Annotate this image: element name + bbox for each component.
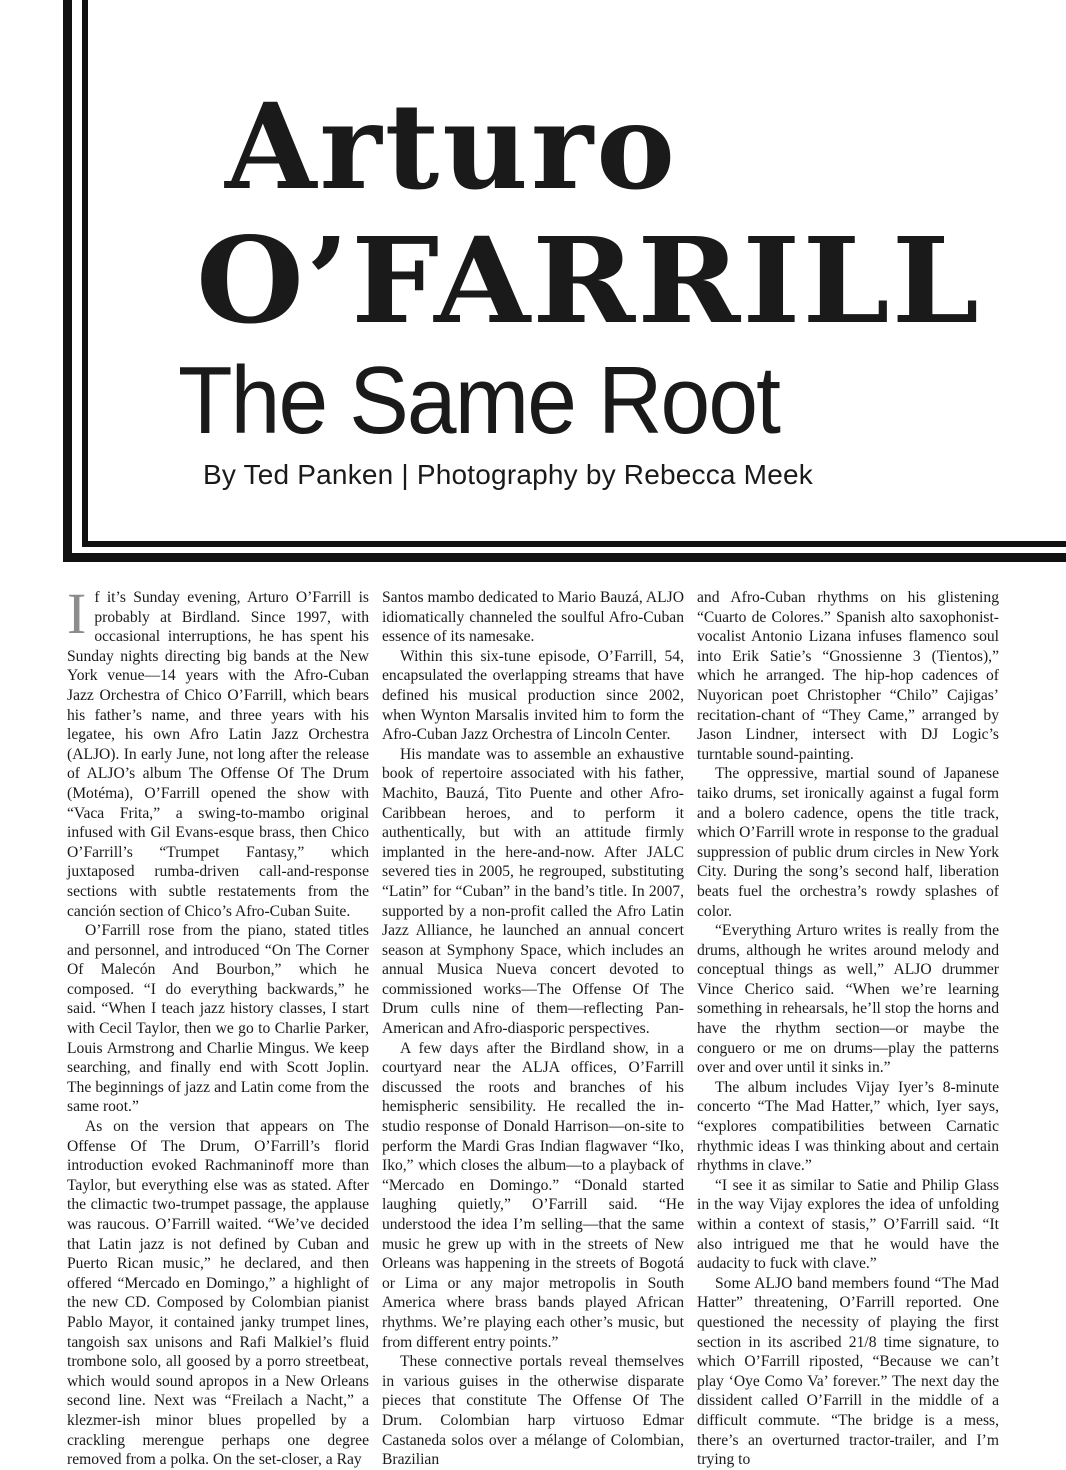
article-paragraph: As on the version that appears on The Offense Of The Drum, O’Farrill’s florid introduction evoked Rachmaninoff more than Taylor, but everything else was as stated. After the climactic two-trumpet passage, the applause was raucous. O’Farrill waited. “We’ve decided that Latin jazz is not defined by Cuban and Puerto Rican music,” he declared, and then offered “Mercado en Domingo,” a highlight of the new CD. Composed by Colombian pianist Pablo Mayor, it contained janky trumpet lines, tangoish sax unisons and Rafi Malkiel’s fluid trombone solo, all goosed by a porro streetbeat, which would sound apropos in a New Orleans second line. Next was “Freilach a Nacht,” a klezmer-ish minor blues propelled by a crackling merengue perhaps one degree removed from a polka. On the set-closer, a Ray	[67, 1118, 369, 1469]
title-last-name: O’FARRILL	[196, 211, 981, 350]
title-first-name: Arturo	[225, 77, 678, 216]
frame-rule-left-inner	[82, 0, 88, 547]
article-paragraph: and Afro-Cuban rhythms on his glistening “Cuarto de Colores.” Spanish alto saxophonist-vocalist Antonio Lizana infuses flamenco soul into Erik Satie’s “Gnossienne 3 (Tientos),” which he arranged. The hip-hop cadences of Nuyorican poet Christopher “Chilo” Cajigas’ recitation-chant of “They Came,” arranged by Jason Lindner, intersect with DJ Logic’s turntable sound-painting.	[697, 589, 999, 763]
article-paragraph: Within this six-tune episode, O’Farrill, 54, encapsulated the overlapping streams that have defined his musical production since 2002, when Wynton Marsalis invited him to form the Afro-Cuban Jazz Orchestra of Lincoln Center.	[382, 647, 684, 744]
article-paragraph: If it’s Sunday evening, Arturo O’Farrill is probably at Birdland. Since 1997, with occasional interruptions, he has spent his Sunday nights directing big bands at the New York venue—14 years with the Afro-Cuban Jazz Orchestra of Chico O’Farrill, which bears his father’s name, and three years with his legatee, his own Afro Latin Jazz Orchestra (ALJO). In early June, not long after the release of ALJO’s album The Offense Of The Drum (Motéma), O’Farrill opened the show with “Vaca Frita,” a swing-to-mambo original infused with Gil Evans-esque brass, then Chico O’Farrill’s “Trumpet Fantasy,” which juxtaposed rumba-driven call-and-response sections with subtle restatements from the canción section of Chico’s Afro-Cuban Suite.	[67, 581, 369, 920]
frame-rule-bottom-outer	[63, 553, 1066, 562]
byline: By Ted Panken | Photography by Rebecca Meek	[203, 459, 813, 490]
article-column-3	[697, 588, 999, 1469]
article-paragraph: Santos mambo dedicated to Mario Bauzá, ALJO idiomatically channeled the soulful Afro-Cuban essence of its namesake.	[382, 589, 684, 646]
article-paragraph: The oppressive, martial sound of Japanese taiko drums, set ironically against a fugal form and a bolero cadence, opens the title track, which O’Farrill wrote in response to the gradual suppression of public drum circles in New York City. During the song’s second half, liberation beats fuel the orchestra’s rowdy splashes of color.	[697, 765, 999, 920]
article-paragraph: The album includes Vijay Iyer’s 8-minute concerto “The Mad Hatter,” which, Iyer says, “explores compatibilities between Carnatic rhythmic ideas I was thinking about and certain rhythms in clave.”	[697, 1078, 999, 1175]
article-paragraph: “I see it as similar to Satie and Philip Glass in the way Vijay explores the idea of unfolding within a context of stasis,” O’Farrill said. “It also intrigued me that he would have the audacity to fuck with clave.”	[697, 1176, 999, 1273]
article-paragraph: A few days after the Birdland show, in a courtyard near the ALJA offices, O’Farrill discussed the roots and branches of his hemispheric sensibility. He recalled the in-studio response of Donald Harrison—on-site to perform the Mardi Gras Indian flagwaver “Iko, Iko,” which closes the album—to a playback of “Mercado en Domingo.” “Donald started laughing quietly,” O’Farrill said. “He understood the idea I’m selling—that the same music he grew up with in the streets of New Orleans was happening in the streets of Bogotá or Lima or any major metropolis in South America where brass bands played African rhythms. We’re playing each other’s music, but from different entry points.”	[382, 1039, 684, 1351]
article-paragraph: Some ALJO band members found “The Mad Hatter” threatening, O’Farrill reported. One questioned the necessity of playing the first section in its ascribed 21/8 time signature, to which O’Farrill riposted, “Because we can’t play ‘Oye Como Va’ forever.” The next day the dissident called O’Farrill in the middle of a difficult commute. “The bridge is a mess, there’s an overturned tractor-trailer, and I’m trying to	[697, 1274, 999, 1469]
article-column-1	[67, 581, 369, 1469]
frame-rule-bottom-inner	[82, 541, 1066, 547]
drop-cap: I	[67, 581, 87, 646]
article-paragraph: “Everything Arturo writes is really from the drums, although he writes around melody and conceptual things as well,” ALJO drummer Vince Cherico said. “When we’re learning something in rehearsals, he’ll stop the horns and have the rhythm section—or maybe the conguero or me on drums—play the patterns over and over until it sinks in.”	[697, 922, 999, 1077]
frame-rule-left-outer	[63, 0, 72, 562]
article-paragraph: His mandate was to assemble an exhaustive book of repertoire associated with his father, Machito, Bauzá, Tito Puente and other Afro-Caribbean heroes, and to perform it authentically, but with an attitude firmly implanted in the here-and-now. After JALC severed ties in 2005, he regrouped, substituting “Latin” for “Cuban” in the band’s title. In 2007, supported by a non-profit called the Afro Latin Jazz Alliance, he launched an annual concert season at Symphony Space, which includes an annual Musica Nueva concert devoted to commissioned works—The Offense Of The Drum culls nine of them—reflecting Pan-American and Afro-diasporic perspectives.	[382, 745, 684, 1038]
article-paragraph: These connective portals reveal themselves in various guises in the otherwise disparate pieces that constitute The Offense Of The Drum. Colombian harp virtuoso Edmar Castaneda solos over a mélange of Colombian, Brazilian	[382, 1353, 684, 1469]
article-column-2	[382, 588, 684, 1469]
article-paragraph: O’Farrill rose from the piano, stated titles and personnel, and introduced “On The Corner Of Malecón And Bourbon,” which he composed. “I do everything backwards,” he said. “When I teach jazz history classes, I start with Cecil Taylor, then we go to Charlie Parker, Louis Armstrong and Charlie Mingus. We keep searching, and finally end with Scott Joplin. The beginnings of jazz and Latin come from the same root.”	[67, 922, 369, 1116]
subtitle: The Same Root	[178, 347, 780, 454]
